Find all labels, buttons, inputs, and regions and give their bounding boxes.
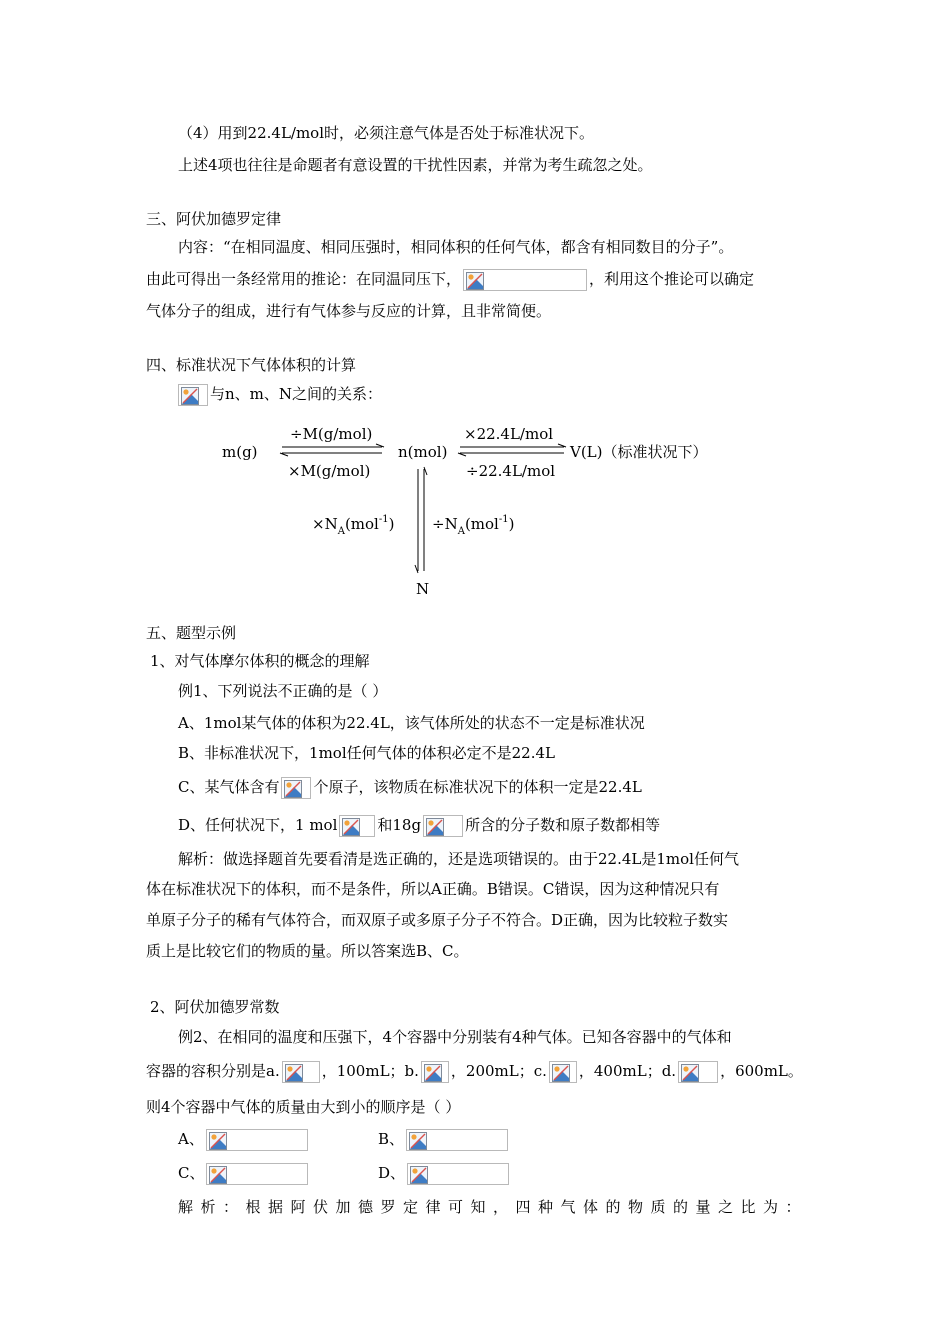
broken-image-icon (409, 1132, 427, 1150)
mass-node: m(g) (222, 443, 258, 461)
option-d (178, 815, 660, 837)
times-avogadro-label: $\times N_A(mol^{-1})$ (312, 514, 395, 537)
image-placeholder (678, 1061, 718, 1083)
subsection-heading: 2、阿伏加德罗常数 (150, 998, 280, 1016)
text-fragment: C、某气体含有 (178, 778, 280, 796)
broken-image-icon (285, 1064, 303, 1082)
image-placeholder (178, 384, 208, 406)
text-line (176, 384, 382, 406)
text-line: （4）用到22.4L/mol时，必须注意气体是否处于标准状况下。 (178, 124, 595, 142)
analysis-line: 单原子分子的稀有气体符合，而双原子或多原子分子不符合。D正确，因为比较粒子数实 (146, 911, 729, 929)
section-heading: 三、阿伏加德罗定律 (146, 210, 282, 228)
text-fragment: 所含的分子数和原子数都相等 (465, 816, 661, 834)
text-fragment: D、任何状况下，1 mol (178, 816, 338, 834)
text-fragment: ，利用这个推论可以确定 (589, 270, 755, 288)
image-placeholder (423, 815, 463, 837)
example-question: 则4个容器中气体的质量由大到小的顺序是（ ） (146, 1098, 461, 1116)
broken-image-icon (410, 1166, 428, 1184)
times-molar-volume-label: ×22.4L/mol (464, 425, 554, 443)
broken-image-icon (552, 1064, 570, 1082)
choice-d (378, 1163, 511, 1185)
subsection-heading: 1、对气体摩尔体积的概念的理解 (150, 652, 370, 670)
choice-label: A、 (178, 1130, 204, 1148)
broken-image-icon (342, 818, 360, 836)
text-fragment: ，600mL。 (720, 1062, 803, 1080)
choice-label: C、 (178, 1164, 205, 1182)
option-c (178, 777, 642, 799)
analysis-line: 解析：做选择题首先要看清是选正确的，还是选项错误的。由于22.4L是1mol任何气 (178, 850, 739, 868)
broken-image-icon (466, 272, 484, 290)
particle-number-node: N (416, 580, 430, 598)
text-fragment: ，100mL；b. (321, 1062, 419, 1080)
text-fragment: ，400mL；d. (578, 1062, 677, 1080)
broken-image-icon (209, 1132, 227, 1150)
broken-image-icon (284, 780, 302, 798)
image-placeholder (282, 1061, 320, 1083)
text-line (146, 1061, 803, 1083)
image-placeholder (206, 1129, 308, 1151)
analysis-line: 质上是比较它们的物质的量。所以答案选B、C。 (146, 942, 469, 960)
times-molar-mass-label: ×M(g/mol) (288, 462, 371, 480)
text-line: 气体分子的组成，进行有气体参与反应的计算，且非常简便。 (146, 302, 552, 320)
text-fragment: 与n、m、N之间的关系： (210, 385, 383, 403)
choice-c (178, 1163, 310, 1185)
broken-image-icon (209, 1166, 227, 1184)
image-placeholder (406, 1129, 508, 1151)
text-fragment: 个原子，该物质在标准状况下的体积一定是22.4L (313, 778, 642, 796)
option-a: A、1mol某气体的体积为22.4L，该气体所处的状态不一定是标准状况 (178, 714, 645, 732)
broken-image-icon (181, 387, 199, 405)
text-fragment: ，200mL；c. (450, 1062, 547, 1080)
volume-node: V(L)（标准状况下） (570, 443, 708, 461)
image-placeholder (421, 1061, 449, 1083)
divide-molar-volume-label: ÷22.4L/mol (466, 462, 556, 480)
section-heading: 五、题型示例 (146, 624, 237, 642)
image-placeholder (206, 1163, 308, 1185)
image-placeholder (281, 777, 311, 799)
analysis-line: 解析：根据阿伏加德罗定律可知，四种气体的物质的量之比为： (178, 1198, 809, 1216)
image-placeholder (463, 269, 587, 291)
example-question: 例2、在相同的温度和压强下，4个容器中分别装有4种气体。已知各容器中的气体和 (178, 1028, 732, 1046)
divide-avogadro-label: $\div N_A(mol^{-1})$ (432, 514, 515, 537)
image-placeholder (549, 1061, 577, 1083)
text-line: 内容：“在相同温度、相同压强时，相同体积的任何气体，都含有相同数目的分子”。 (178, 238, 734, 256)
text-fragment: 由此可得出一条经常用的推论：在同温同压下， (146, 270, 462, 288)
option-b: B、非标准状况下，1mol任何气体的体积必定不是22.4L (178, 744, 555, 762)
broken-image-icon (424, 1064, 442, 1082)
section-heading: 四、标准状况下气体体积的计算 (146, 356, 357, 374)
text-line (146, 269, 754, 291)
choice-b (378, 1129, 510, 1151)
choice-label: D、 (378, 1164, 406, 1182)
image-placeholder (339, 815, 375, 837)
image-placeholder (407, 1163, 509, 1185)
divide-molar-mass-label: ÷M(g/mol) (290, 425, 373, 443)
analysis-line: 体在标准状况下的体积，而不是条件，所以A正确。B错误。C错误，因为这种情况只有 (146, 880, 720, 898)
mole-node: n(mol) (398, 443, 448, 461)
choice-a (178, 1129, 310, 1151)
broken-image-icon (426, 818, 444, 836)
text-fragment: 和18g (377, 816, 422, 834)
choice-label: B、 (378, 1130, 405, 1148)
conversion-diagram (218, 423, 738, 603)
text-line: 上述4项也往往是命题者有意设置的干扰性因素，并常为考生疏忽之处。 (178, 156, 653, 174)
example-question: 例1、下列说法不正确的是（ ） (178, 682, 388, 700)
broken-image-icon (681, 1064, 699, 1082)
text-fragment: 容器的容积分别是a. (146, 1062, 280, 1080)
